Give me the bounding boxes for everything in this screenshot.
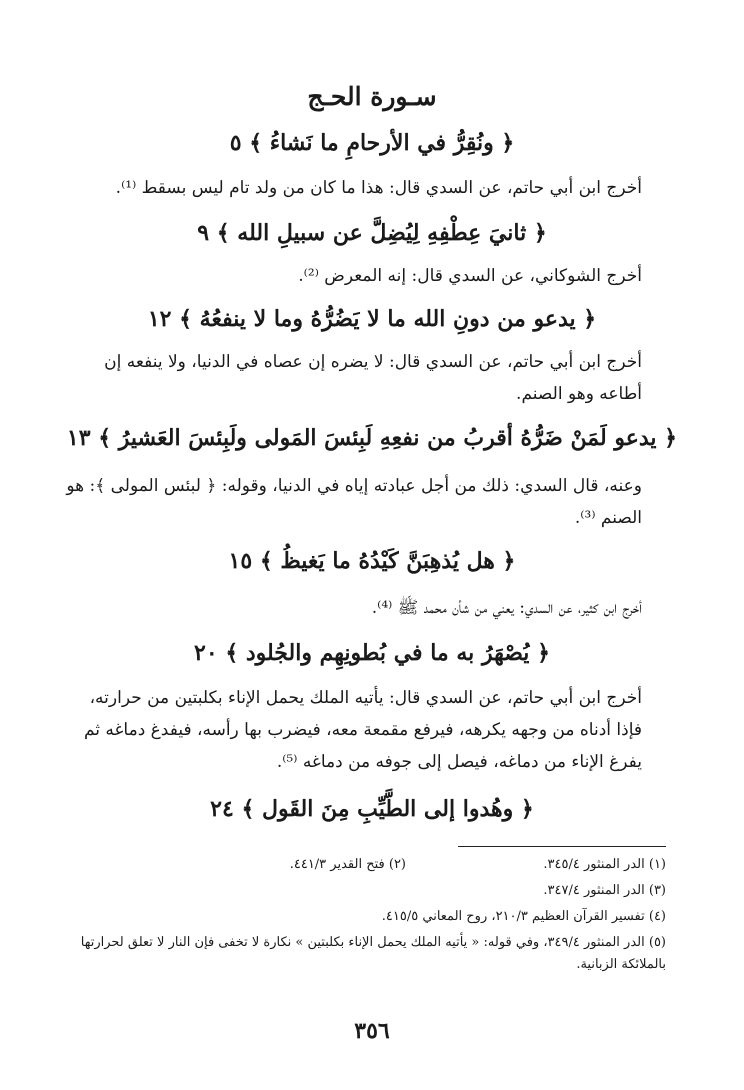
footnote-1: (١) الدر المنثور ٣٤٥/٤. <box>543 857 666 872</box>
verse-heading: ﴿ يدعو من دونِ الله ما لا يَضُرُّهُ وما لا ينفعُهُ ﴾ ١٢ <box>147 306 597 332</box>
footnote-row <box>62 854 666 876</box>
footnote-3: (٣) الدر المنثور ٣٤٧/٤. <box>543 883 666 898</box>
footnote-5: (٥) الدر المنثور ٣٤٩/٤، وفي قوله: « يأتيه الملك يحمل الإناء بكلبتين » نكارة لا تخفى فإن النار لا تعلق لحرارتها بالملائكة الزبانية. <box>80 935 666 972</box>
verse-heading: ﴿ ثانيَ عِطْفِهِ لِيُضِلَّ عن سبيلِ الله ﴾ ٩ <box>197 220 547 246</box>
commentary-paragraph <box>62 260 666 292</box>
commentary-text: أخرج ابن كثير، عن السدي: يعني من شأن محمد ﷺ ⁽⁴⁾. <box>371 598 642 618</box>
verse-heading: ﴿ يدعو لَمَنْ ضَرُّهُ أقربُ من نفعِهِ لَبِئسَ المَولى ولَبِئسَ العَشيرُ ﴾ ١٣ <box>66 425 678 451</box>
verse-heading: ﴿ هل يُذهِبَنَّ كَيْدُهُ ما يَغيظُ ﴾ ١٥ <box>228 548 516 574</box>
surah-title: سـورة الحـج <box>307 82 437 111</box>
footnote-separator <box>458 846 666 847</box>
commentary-text: أخرج ابن أبي حاتم، عن السدي قال: لا يضره إن عصاه في الدنيا، ولا ينفعه إن أطاعه وهو الصنم. <box>104 352 642 404</box>
footnote-2: (٢) فتح القدير ٤٤١/٣. <box>289 857 406 872</box>
commentary-paragraph <box>62 470 666 534</box>
commentary-paragraph <box>62 346 666 410</box>
verse-heading: ﴿ وهُدوا إلى الطَّيِّبِ مِنَ القَول ﴾ ٢٤ <box>210 796 534 822</box>
footnote-4: (٤) تفسير القرآن العظيم ٢١٠/٣، روح المعاني ٤١٥/٥. <box>381 909 666 924</box>
verse-heading: ﴿ يُصْهَرُ به ما في بُطونِهِم والجُلود ﴾ ٢٠ <box>194 640 550 666</box>
commentary-paragraph <box>62 682 666 778</box>
commentary-text: وعنه، قال السدي: ذلك من أجل عبادته إياه في الدنيا، وقوله: ﴿ لبئس المولى ﴾: هو الصنم ⁽³⁾. <box>66 476 642 528</box>
footnotes <box>62 854 666 976</box>
commentary-text: أخرج ابن أبي حاتم، عن السدي قال: هذا ما كان من ولد تام ليس بسقط ⁽¹⁾. <box>115 178 642 198</box>
verse-heading: ﴿ ونُقِرُّ في الأرحامِ ما نَشاءُ ﴾ ٥ <box>229 130 515 156</box>
page-number: ٣٥٦ <box>354 1018 390 1044</box>
commentary-paragraph <box>62 172 666 204</box>
commentary-text: أخرج الشوكاني، عن السدي قال: إنه المعرض ⁽²⁾. <box>298 266 642 286</box>
commentary-paragraph <box>62 592 666 624</box>
commentary-text: أخرج ابن أبي حاتم، عن السدي قال: يأتيه الملك يحمل الإناء بكلبتين من حرارته، فإذا أدناه من وجهه يكرهه، فيرفع مقمعة معه، فيضرب بها رأسه، فيفدغ دماغه ثم يفرغ الإناء من دماغه، فيصل إلى جوفه من دماغه ⁽⁵⁾. <box>83 688 642 772</box>
